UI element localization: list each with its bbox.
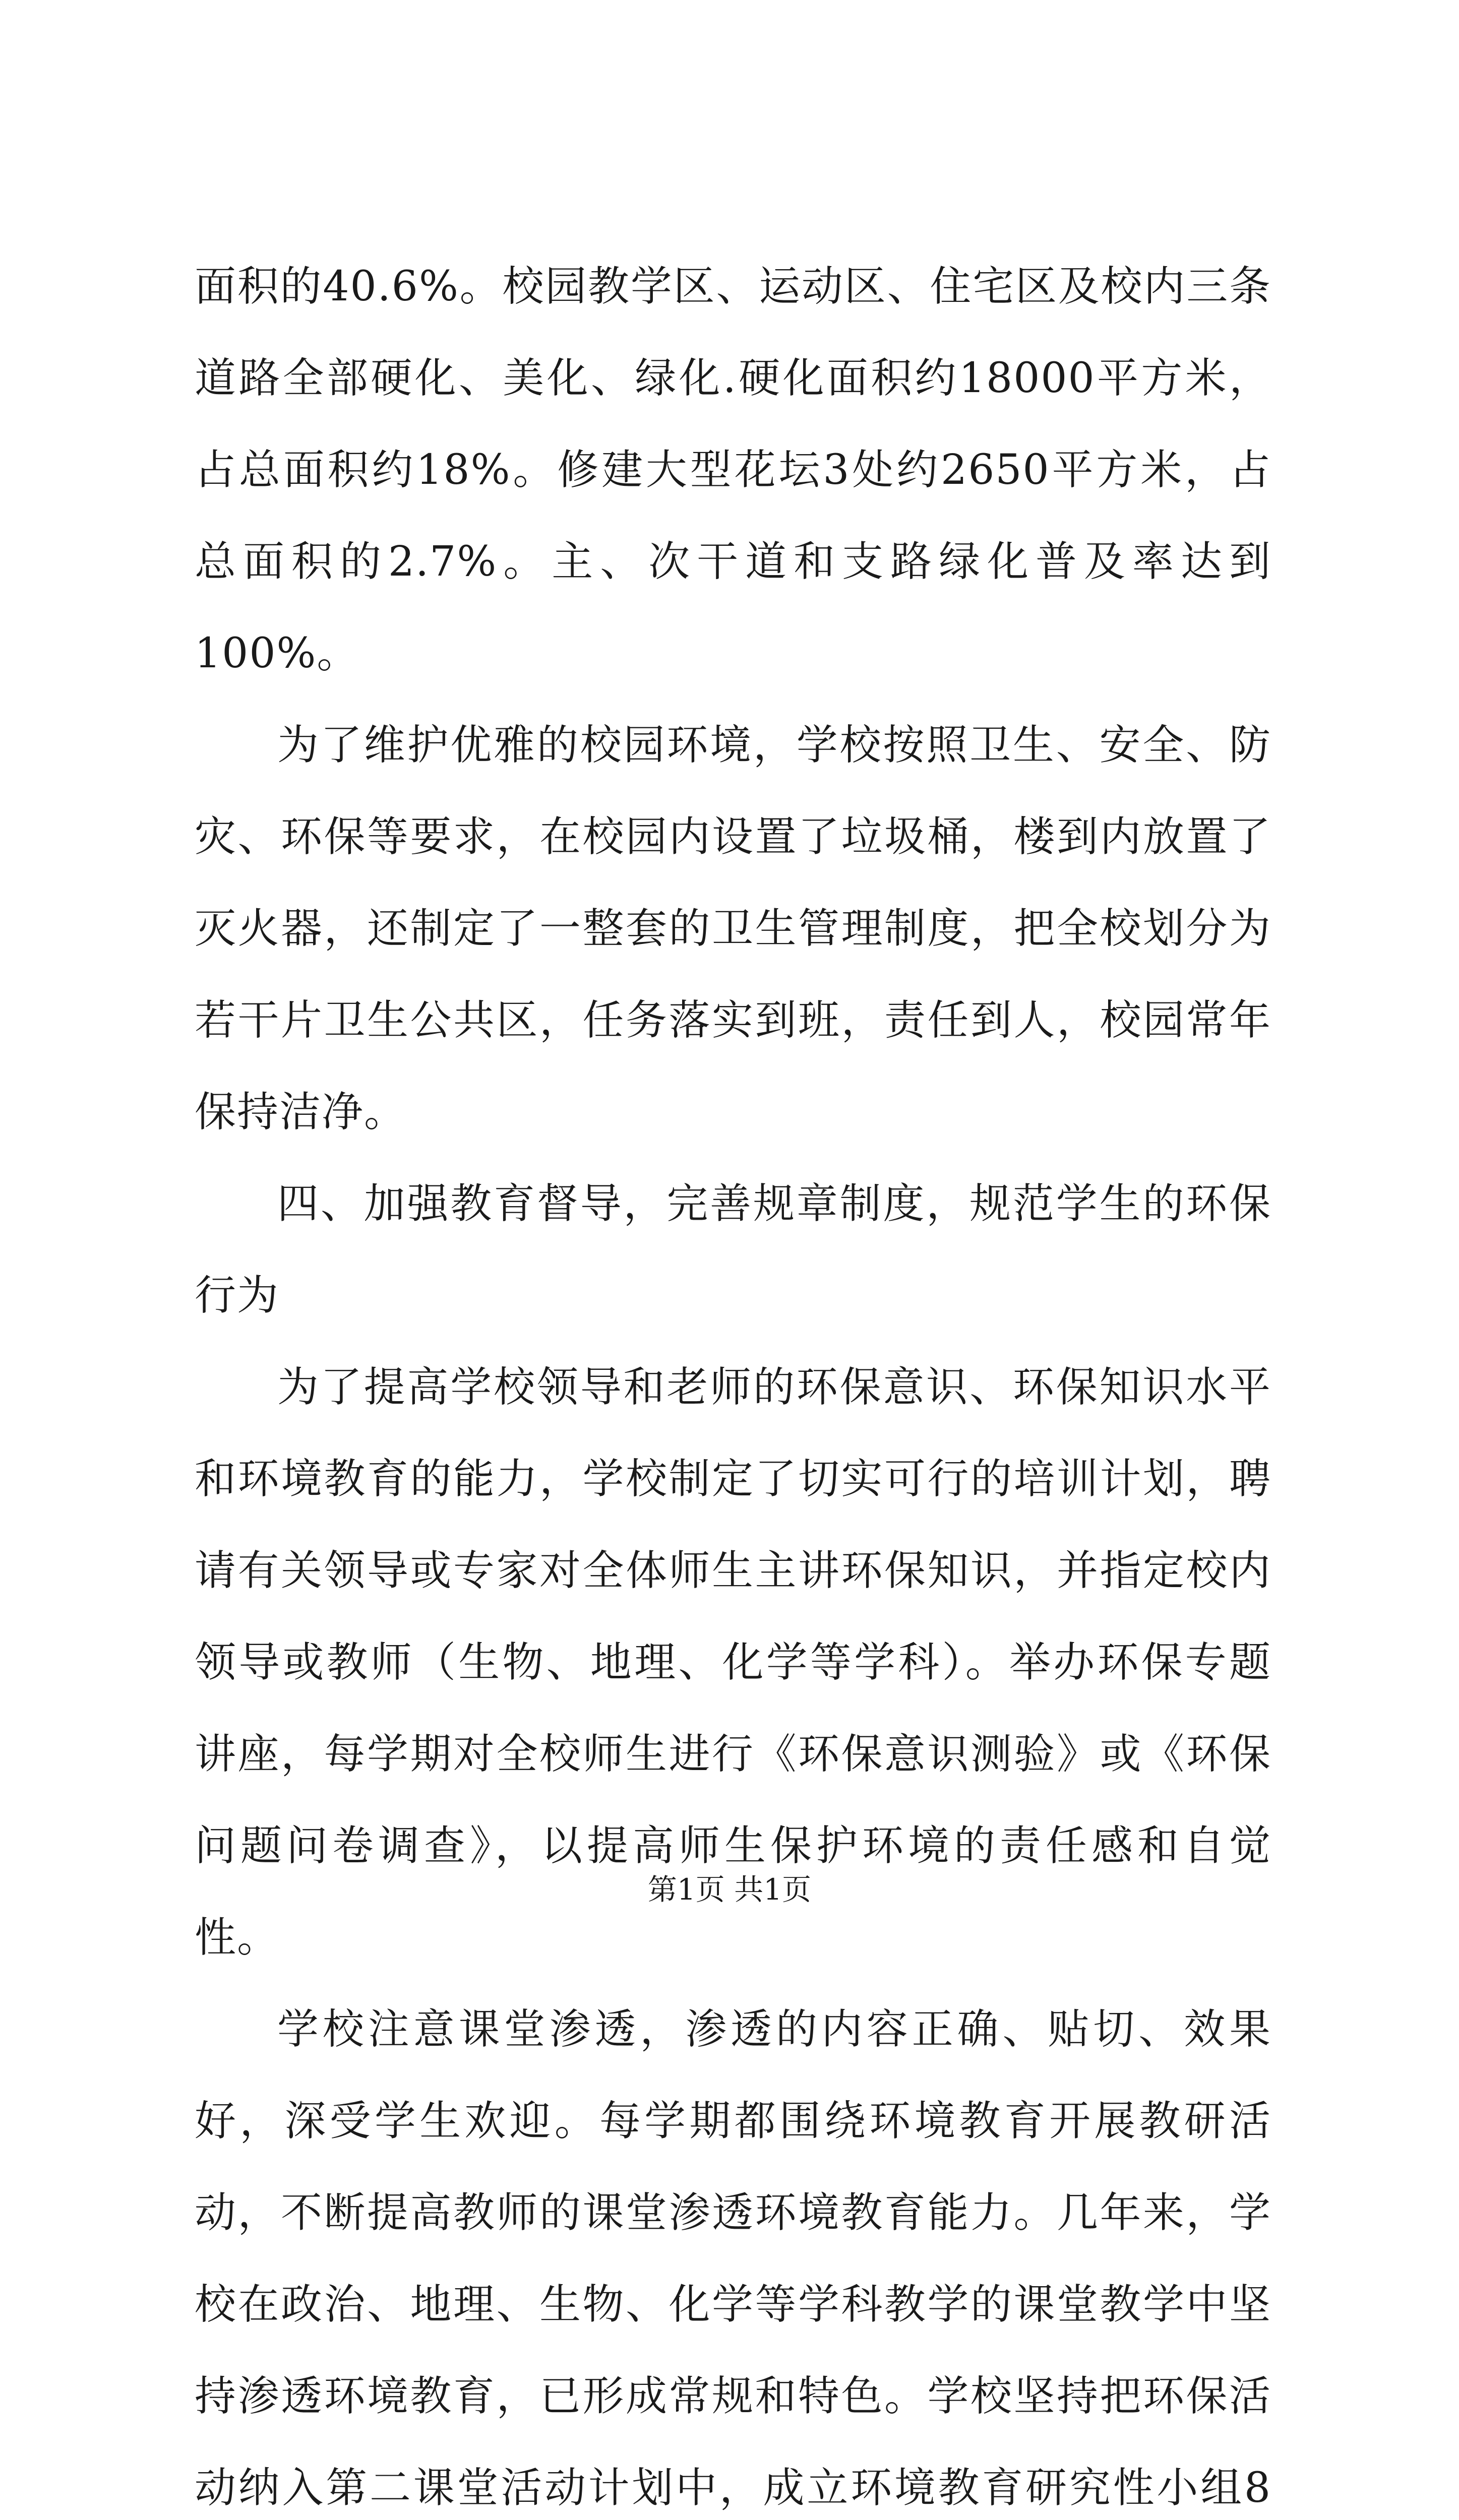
section-heading: 四、加强教育督导，完善规章制度，规范学生的环保行为 bbox=[195, 1180, 1271, 1319]
page-footer: 第1页 共1页 bbox=[647, 1872, 812, 1907]
paragraph-training-plan: 为了提高学校领导和老师的环保意识、环保知识水平和环境教育的能力，学校制定了切实可行的培训计划，聘请有关领导或专家对全体师生主讲环保知识，并指定校内领导或教师（生物、地理、化学等学科）。举办环保专题讲座，每学期对全校师生进行《环保意识测验》或《环保问题问卷调查》，以提高师生保护环境的责任感和自觉性。 bbox=[195, 1363, 1271, 1962]
document-body bbox=[195, 241, 1271, 2520]
paragraph-campus-environment: 为了维护优雅的校园环境，学校按照卫生、安全、防灾、环保等要求，在校园内设置了垃圾桶，楼到内放置了灭火器，还制定了一整套的卫生管理制度，把全校划分为若干片卫生公共区，任务落实到班，责任到人，校园常年保持洁净。 bbox=[195, 721, 1271, 1136]
paragraph-continuation: 面积的40.6%。校园教学区、运动区、住宅区及校内三条道路全部硬化、美化、绿化.硬化面积约18000平方米，占总面积约18%。修建大型花坛3处约2650平方米，占总面积的2.7%。主、次干道和支路绿化普及率达到100%。 bbox=[195, 263, 1271, 677]
paragraph-classroom-infiltration: 学校注意课堂渗透，渗透的内容正确、贴切、效果好，深受学生欢迎。每学期都围绕环境教育开展教研活动，不断提高教师的课堂渗透环境教育能力。几年来，学校在政治、地理、生物、化学等学科教学的课堂教学中坚持渗透环境教育，已形成常规和特色。学校坚持把环保活动纳入第二课堂活动计划中，成立环境教育研究性小组8 bbox=[195, 2005, 1271, 2512]
